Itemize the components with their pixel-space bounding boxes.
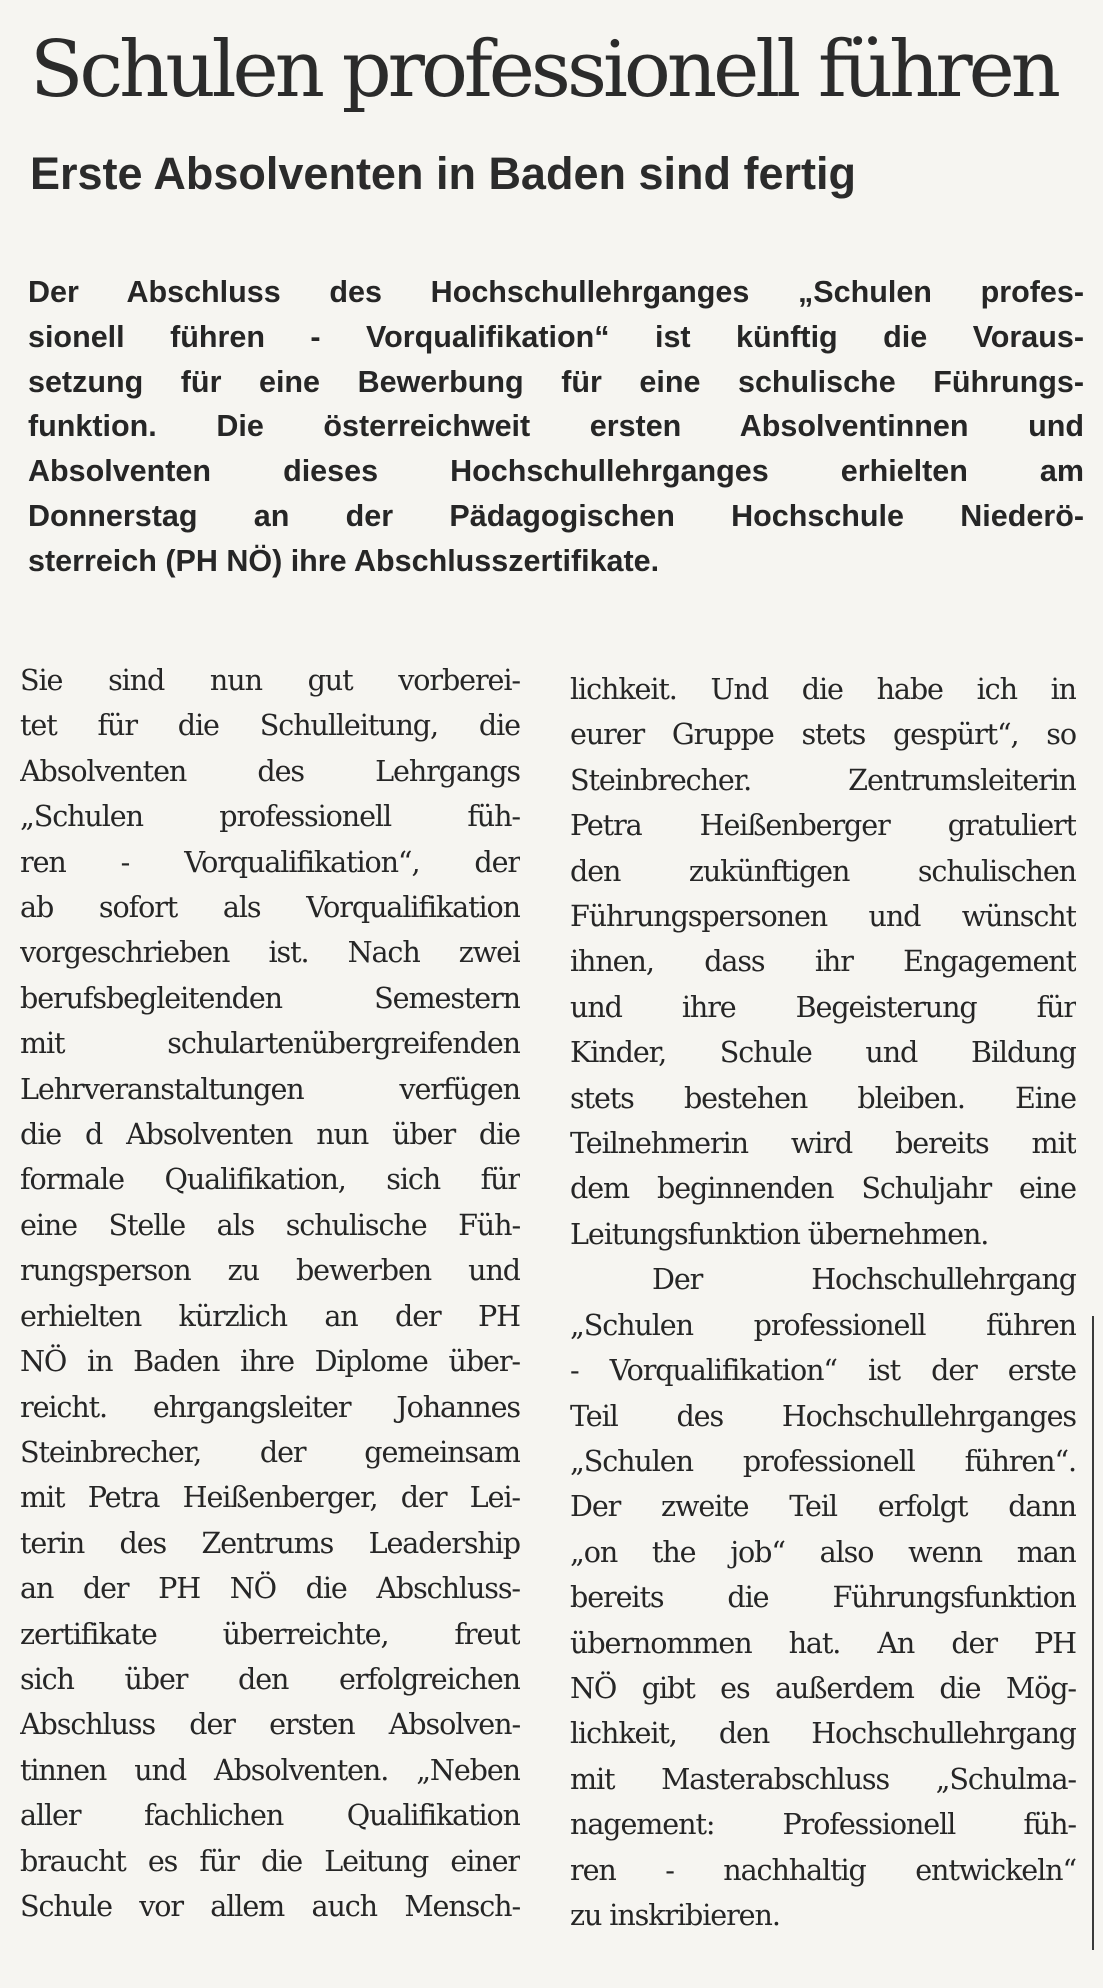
body-line: aller fachlichen Qualifikation [20, 1798, 520, 1833]
body-line: zertifikate überreichte, freut [20, 1616, 520, 1651]
body-line: Der Hochschullehrgang [652, 1262, 1076, 1297]
body-line: eurer Gruppe stets gespürt“, so [570, 717, 1076, 752]
body-line: Leitungsfunktion übernehmen. [570, 1216, 989, 1251]
lead-line: sterreich (PH NÖ) ihre Abschlusszertifikate. [28, 543, 660, 578]
body-line: ab sofort als Vorqualifikation [20, 890, 520, 925]
body-line: terin des Zentrums Leadership [20, 1525, 520, 1560]
body-line: Petra Heißenberger gratuliert [570, 808, 1076, 843]
body-line: formale Qualifikation, sich für [20, 1162, 520, 1197]
body-line: Absolventen des Lehrgangs [20, 753, 520, 788]
lead-line: setzung für eine Bewerbung für eine schulische Führungs- [28, 364, 1084, 399]
body-line: - Vorqualifikation“ ist der erste [570, 1353, 1076, 1388]
body-line: eine Stelle als schulische Füh- [20, 1207, 520, 1242]
column-divider-rule [1092, 1316, 1094, 1950]
body-line: ihnen, dass ihr Engagement [570, 944, 1076, 979]
body-line: dem beginnenden Schuljahr eine [570, 1171, 1076, 1206]
body-line: mit Masterabschluss „Schulma- [570, 1761, 1076, 1796]
article-subtitle: Erste Absolventen in Baden sind fertig [30, 148, 856, 199]
body-line: reicht. ehrgangsleiter Johannes [20, 1389, 520, 1424]
lead-line: sionell führen - Vorqualifikation“ ist künftig die Voraus- [28, 319, 1084, 354]
body-line: ren - Vorqualifikation“, der [20, 844, 520, 879]
body-line: übernommen hat. An der PH [570, 1625, 1076, 1660]
body-line: zu inskribieren. [570, 1897, 780, 1932]
body-line: stets bestehen bleiben. Eine [570, 1080, 1076, 1115]
body-line: ren - nachhaltig entwickeln“ [570, 1852, 1076, 1887]
body-line: Der zweite Teil erfolgt dann [570, 1489, 1076, 1524]
body-line: vorgeschrieben ist. Nach zwei [20, 935, 520, 970]
body-line: Teilnehmerin wird bereits mit [570, 1126, 1076, 1161]
body-line: Kinder, Schule und Bildung [570, 1035, 1076, 1070]
lead-line: Donnerstag an der Pädagogischen Hochschule Niederö- [28, 498, 1084, 533]
body-line: tinnen und Absolventen. „Neben [20, 1752, 520, 1787]
body-line: Steinbrecher, der gemeinsam [20, 1434, 520, 1469]
lead-line: Absolventen dieses Hochschullehrganges erhielten am [28, 454, 1084, 489]
body-line: erhielten kürzlich an der PH [20, 1298, 520, 1333]
body-line: Sie sind nun gut vorberei- [20, 663, 520, 697]
body-line: berufsbegleitenden Semestern [20, 980, 520, 1015]
lead-paragraph [28, 270, 1084, 584]
body-line: lichkeit, den Hochschullehrgang [570, 1716, 1076, 1751]
body-line: Steinbrecher. Zentrumsleiterin [570, 762, 1076, 797]
body-column-right [570, 667, 1076, 1938]
body-line: Abschluss der ersten Absolven- [20, 1707, 520, 1742]
body-line: tet für die Schulleitung, die [20, 708, 520, 743]
body-column-left [20, 658, 520, 1929]
body-line: NÖ in Baden ihre Diplome über- [20, 1344, 520, 1379]
body-line: die d Absolventen nun über die [20, 1117, 520, 1152]
body-line: Teil des Hochschullehrganges [570, 1398, 1076, 1433]
body-line: „on the job“ also wenn man [570, 1534, 1076, 1569]
body-line: sich über den erfolgreichen [20, 1661, 520, 1696]
article-title: Schulen professionell führen [30, 25, 1057, 115]
body-line: mit Petra Heißenberger, der Lei- [20, 1480, 520, 1515]
body-line: Führungspersonen und wünscht [570, 899, 1076, 934]
body-line: NÖ gibt es außerdem die Mög- [570, 1670, 1076, 1705]
lead-line: funktion. Die österreichweit ersten Absolventinnen und [28, 409, 1084, 444]
body-line: Lehrveranstaltungen verfügen [20, 1071, 520, 1106]
body-line: nagement: Professionell füh- [570, 1807, 1076, 1842]
body-line: lichkeit. Und die habe ich in [570, 672, 1076, 706]
body-line: mit schulartenübergreifenden [20, 1026, 520, 1061]
body-line: den zukünftigen schulischen [570, 853, 1076, 888]
body-line: braucht es für die Leitung einer [20, 1843, 520, 1878]
body-line: „Schulen professionell füh- [20, 799, 520, 834]
body-line: rungsperson zu bewerben und [20, 1253, 520, 1288]
body-line: bereits die Führungsfunktion [570, 1580, 1076, 1615]
body-line: Schule vor allem auch Mensch- [20, 1888, 520, 1923]
body-line: „Schulen professionell führen [570, 1307, 1076, 1342]
body-line: und ihre Begeisterung für [570, 989, 1076, 1024]
body-line: an der PH NÖ die Abschluss- [20, 1571, 520, 1606]
lead-line: Der Abschluss des Hochschullehrganges „Schulen profes- [28, 275, 1084, 309]
body-line: „Schulen professionell führen“. [570, 1443, 1076, 1478]
